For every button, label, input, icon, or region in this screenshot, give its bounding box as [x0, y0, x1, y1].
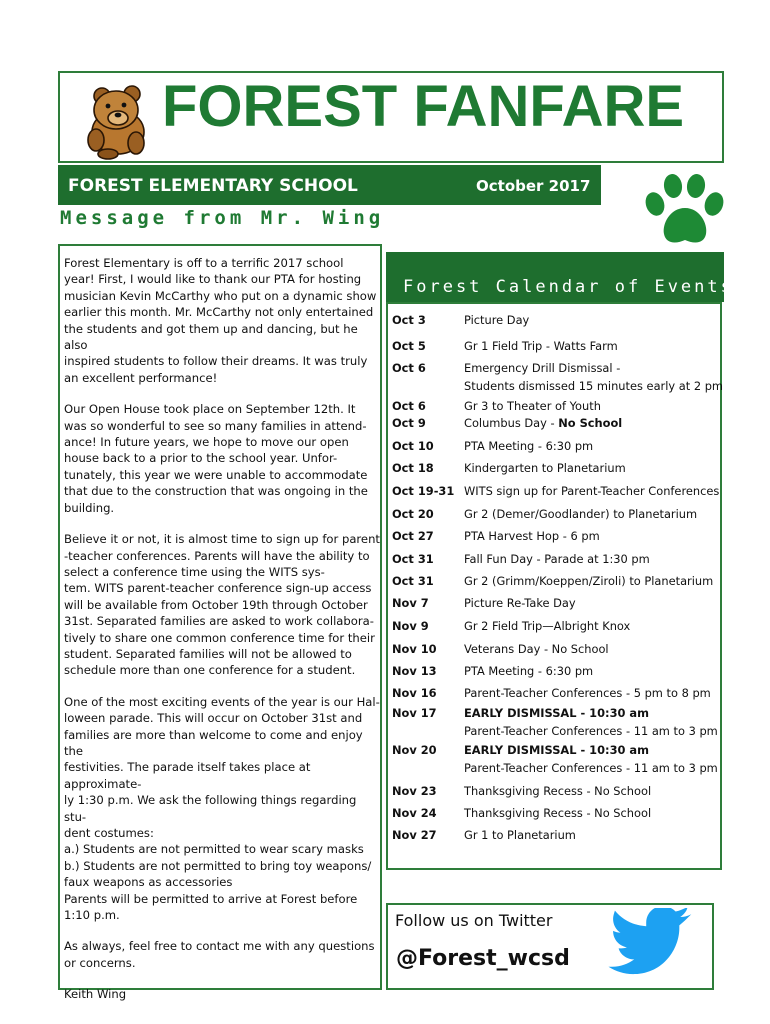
calendar-date: Nov 24 — [392, 806, 437, 820]
calendar-event-detail: Parent-Teacher Conferences - 11 am to 3 pm — [464, 724, 718, 738]
calendar-event-detail: Parent-Teacher Conferences - 11 am to 3 pm — [464, 761, 718, 775]
message-paragraph: Forest Elementary is off to a terrific 2017 school year! First, I would like to thank our PTA for hosting musician Kevin McCarthy who put on a dynamic show earlier this month. Mr. McCarthy not only entertained the students and got them up and dancing, but he also inspired students to follow their dreams. It was truly an excellent performance! — [64, 256, 377, 385]
calendar-date: Nov 9 — [392, 619, 429, 633]
twitter-handle[interactable]: @Forest_wcsd — [396, 946, 570, 971]
bear-mascot-icon — [76, 80, 162, 160]
calendar-event: Picture Re-Take Day — [464, 596, 576, 610]
follow-us-text: Follow us on Twitter — [395, 911, 553, 930]
calendar-event: Gr 2 Field Trip—Albright Knox — [464, 619, 631, 633]
calendar-event: Gr 2 (Demer/Goodlander) to Planetarium — [464, 507, 698, 521]
calendar-date: Oct 31 — [392, 574, 434, 588]
calendar-title: Forest Calendar of Events — [403, 277, 734, 297]
message-signature: Keith Wing — [64, 987, 127, 1002]
calendar-date: Nov 13 — [392, 664, 437, 678]
calendar-date: Oct 31 — [392, 552, 434, 566]
message-paragraph: Our Open House took place on September 12th. It was so wonderful to see so many families in attend- ance! In future years, we hope to move our open house back to a prior to the school year. Unfor- tunately, this year we were unable to accommodate that due to the construction that was ongoing in the building. — [64, 402, 368, 515]
calendar-event: Gr 3 to Theater of Youth — [464, 399, 601, 413]
calendar-event: Kindergarten to Planetarium — [464, 461, 626, 475]
calendar-event: Picture Day — [464, 313, 530, 327]
calendar-date: Oct 27 — [392, 529, 434, 543]
twitter-bird-icon[interactable] — [608, 908, 694, 980]
calendar-date: Oct 20 — [392, 507, 434, 521]
issue-date: October 2017 — [476, 177, 591, 195]
message-heading: Message from Mr. Wing — [60, 207, 385, 229]
calendar-date: Oct 5 — [392, 339, 426, 353]
calendar-event: Parent-Teacher Conferences - 5 pm to 8 pm — [464, 686, 711, 700]
calendar-event: Thanksgiving Recess - No School — [464, 784, 652, 798]
calendar-date: Nov 23 — [392, 784, 437, 798]
message-paragraph: Believe it or not, it is almost time to sign up for parent -teacher conferences. Parents will have the ability to select a conference time using the WITS sys- tem. WITS parent-teacher conference sign-up access will be available from October 19th through October 31st. Separated families are asked to work collabora- tively to share one common conference time for their student. Separated families will not be allowed to schedule more than one conference for a student. — [64, 532, 380, 678]
calendar-date: Nov 10 — [392, 642, 437, 656]
message-body — [64, 255, 380, 1003]
calendar-event: Gr 1 to Planetarium — [464, 828, 576, 842]
calendar-event-text: Columbus Day - — [464, 416, 559, 430]
calendar-event: PTA Harvest Hop - 6 pm — [464, 529, 600, 543]
calendar-event: Emergency Drill Dismissal - — [464, 361, 621, 375]
message-paragraph: One of the most exciting events of the year is our Hal- loween parade. This will occur on October 31st and families are more than welcome to come and enjoy the festivities. The parade itself takes place at approximate- ly 1:30 p.m. We ask the following things regarding stu- dent costumes: a.) Students are not permitted to wear scary masks b.) Students are not permitted to bring toy weapons/ faux weapons as accessories Parents will be permitted to arrive at Forest before 1:10 p.m. — [64, 694, 380, 923]
calendar-event: WITS sign up for Parent-Teacher Conferences — [464, 484, 720, 498]
calendar-event-emphasis: EARLY DISMISSAL - 10:30 am — [464, 706, 649, 720]
paw-print-icon — [640, 170, 730, 250]
calendar-event: PTA Meeting - 6:30 pm — [464, 664, 594, 678]
calendar-event: Fall Fun Day - Parade at 1:30 pm — [464, 552, 650, 566]
school-name: FOREST ELEMENTARY SCHOOL — [68, 176, 358, 196]
calendar-event: Gr 1 Field Trip - Watts Farm — [464, 339, 618, 353]
calendar-date: Nov 16 — [392, 686, 437, 700]
calendar-event: PTA Meeting - 6:30 pm — [464, 439, 594, 453]
calendar-event-emphasis: No School — [558, 416, 623, 430]
calendar-date: Oct 19-31 — [392, 484, 455, 498]
calendar-date: Oct 10 — [392, 439, 434, 453]
calendar-event: Thanksgiving Recess - No School — [464, 806, 652, 820]
calendar-event: Gr 2 (Grimm/Koeppen/Ziroli) to Planetarium — [464, 574, 714, 588]
calendar-event: Veterans Day - No School — [464, 642, 609, 656]
calendar-date: Oct 3 — [392, 313, 426, 327]
newsletter-title: FOREST FANFARE — [162, 74, 685, 139]
calendar-date: Nov 20 — [392, 743, 437, 757]
calendar-date: Oct 6 — [392, 361, 426, 375]
calendar-date: Oct 6 — [392, 399, 426, 413]
calendar-date: Nov 17 — [392, 706, 437, 720]
calendar-date: Nov 7 — [392, 596, 429, 610]
calendar-date: Oct 9 — [392, 416, 426, 430]
message-paragraph: As always, feel free to contact me with any questions or concerns. — [64, 939, 375, 970]
calendar-date: Oct 18 — [392, 461, 434, 475]
calendar-date: Nov 27 — [392, 828, 437, 842]
calendar-event-detail: Students dismissed 15 minutes early at 2 pm — [464, 379, 724, 393]
calendar-event — [464, 416, 622, 430]
calendar-event-emphasis: EARLY DISMISSAL - 10:30 am — [464, 743, 649, 757]
